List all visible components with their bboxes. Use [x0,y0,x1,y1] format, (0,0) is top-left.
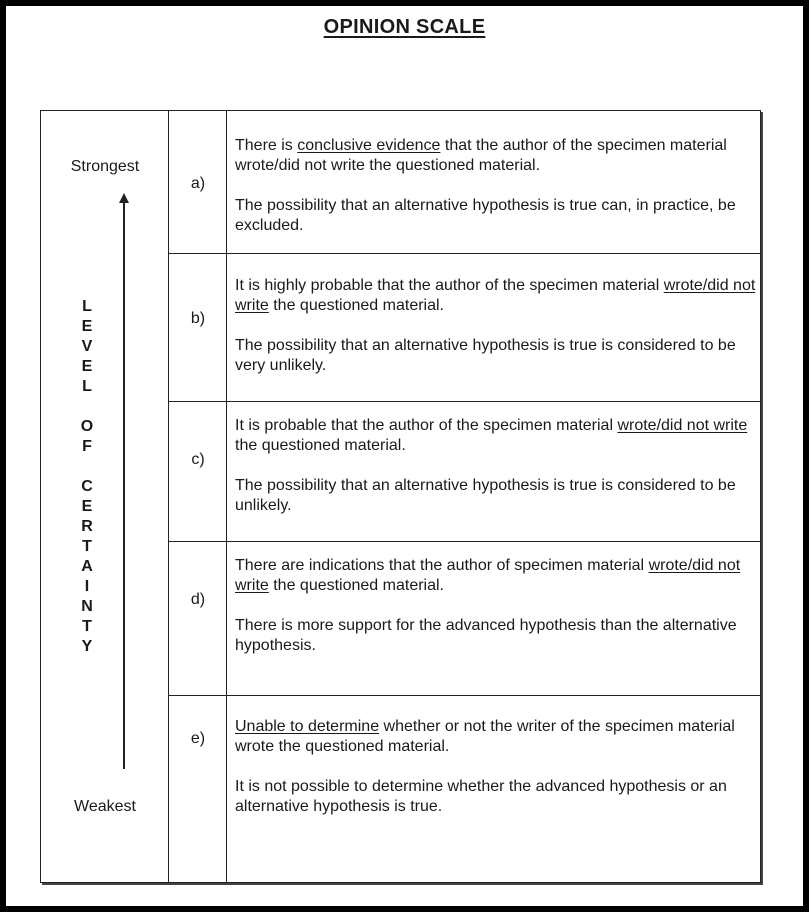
statement-text: It is probable that the author of the specimen material [235,417,618,434]
row-statement [235,416,757,456]
statement-emphasis: Unable to determine [235,718,380,735]
row-statement [235,556,757,596]
row-statement [235,276,757,316]
row-letter: a) [190,175,206,192]
statement-text: There are indications that the author of specimen material [235,557,649,574]
statement-emphasis: wrote/did not write [617,417,748,434]
vertical-label-letter: F [82,438,92,455]
scale-row-a [169,111,760,254]
vertical-label-letter: I [84,578,90,595]
vertical-label-letter: A [81,558,93,575]
row-description [235,556,757,656]
row-description [235,276,757,376]
vertical-label-letter: L [82,378,92,395]
vertical-label-letter: T [82,538,92,555]
scale-row-c [169,402,760,542]
vertical-label-letter: C [81,478,93,495]
row-explanation: It is not possible to determine whether the advanced hypothesis or an alternative hypothesis is true. [235,778,727,815]
statement-emphasis: conclusive evidence [297,137,441,154]
statement-text: There is [235,137,298,154]
statement-text-rest: the questioned material. [235,437,406,454]
vertical-label-letter: L [82,298,92,315]
row-statement [235,717,757,757]
vertical-label-letter: Y [81,638,93,655]
vertical-label-letter: E [81,358,93,375]
opinion-scale-table [40,110,761,883]
statement-text: It is highly probable that the author of the specimen material [235,277,664,294]
row-letter: e) [190,730,206,747]
row-letter-cell [169,542,227,695]
statement-text-rest: the questioned material. [268,297,444,314]
statement-text-rest: that the author of the specimen material wrote/did not write the questioned material. [235,137,727,174]
row-letter-cell [169,254,227,401]
certainty-arrow-shaft [123,201,125,769]
row-description [235,416,757,516]
row-explanation: The possibility that an alternative hypothesis is true is considered to be very unlikely. [235,337,736,374]
scale-row-b [169,254,760,402]
row-description [235,136,757,236]
row-letter-cell [169,696,227,882]
vertical-label-letter: V [81,338,93,355]
vertical-label-letter: R [81,518,93,535]
statement-text-rest: the questioned material. [268,577,444,594]
title-text: OPINION SCALE [323,16,486,38]
document-page [6,6,803,906]
row-letter: c) [191,451,205,468]
row-explanation: There is more support for the advanced hypothesis than the alternative hypothesis. [235,617,737,654]
vertical-label-letter: O [80,418,94,435]
statement-emphasis: wrote/did not write [235,277,756,314]
row-statement [235,136,757,176]
row-explanation: The possibility that an alternative hypothesis is true can, in practice, be excluded. [235,197,736,234]
vertical-label-letter: N [81,598,93,615]
certainty-column [41,111,169,882]
vertical-label-letter: E [81,498,93,515]
strongest-label: Strongest [70,158,140,175]
vertical-label-letter: T [82,618,92,635]
scale-row-d [169,542,760,696]
statement-emphasis: wrote/did not write [235,557,741,594]
row-letter-cell [169,402,227,541]
row-letter: d) [190,591,206,608]
level-of-certainty-label [76,297,98,657]
row-letter-cell [169,111,227,253]
page-title [6,16,803,39]
row-explanation: The possibility that an alternative hypothesis is true is considered to be unlikely. [235,477,736,514]
scale-row-e [169,696,760,882]
row-description [235,717,757,817]
row-letter: b) [190,310,206,327]
statement-text-rest: whether or not the writer of the specimen material wrote the questioned material. [235,718,735,755]
vertical-label-letter: E [81,318,93,335]
weakest-label: Weakest [74,798,136,815]
scale-rows [169,111,760,882]
